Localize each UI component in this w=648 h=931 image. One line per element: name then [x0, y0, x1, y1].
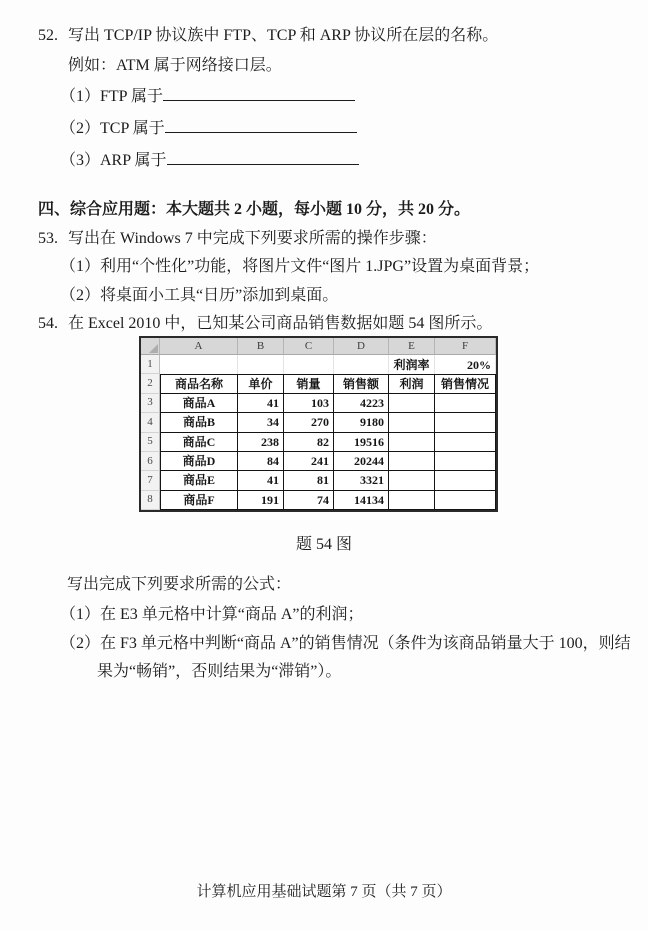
spreadsheet-cell-F4: [435, 413, 496, 432]
spreadsheet-cell-C4: 270: [284, 413, 334, 432]
spreadsheet-cell-E4: [389, 413, 435, 432]
section-heading: 四、综合应用题：本大题共 2 小题，每小题 10 分，共 20 分。: [38, 201, 471, 218]
spreadsheet-cell-F7: [435, 471, 496, 490]
spreadsheet-cell-E5: [389, 433, 435, 452]
spreadsheet-cell-A6: 商品D: [160, 452, 238, 471]
spreadsheet-cell-F5: [435, 433, 496, 452]
row-header-1: 1: [141, 355, 160, 374]
q54-task-2-line1: （2）在 F3 单元格中判断“商品 A”的销售情况（条件为该商品销量大于 100，则结: [60, 635, 631, 652]
spreadsheet-cell-C3: 103: [284, 394, 334, 413]
spreadsheet-cell-C5: 82: [284, 433, 334, 452]
q53-step-2: （2）将桌面小工具“日历”添加到桌面。: [60, 287, 339, 304]
spreadsheet-cell-B7: 41: [238, 471, 284, 490]
spreadsheet-cell-D3: 4223: [334, 394, 389, 413]
q54-tasks-intro: 写出完成下列要求所需的公式：: [67, 576, 292, 593]
spreadsheet-cell-A2: 商品名称: [160, 374, 238, 393]
spreadsheet-cell-B2: 单价: [238, 374, 284, 393]
q52-example: 例如：ATM 属于网络接口层。: [68, 57, 282, 74]
spreadsheet-cell-E8: [389, 491, 435, 510]
column-header-A: A: [160, 338, 238, 355]
spreadsheet-cell-B3: 41: [238, 394, 284, 413]
spreadsheet-cell-E1: 利润率: [389, 355, 435, 374]
column-header-F: F: [435, 338, 496, 355]
spreadsheet-cell-E7: [389, 471, 435, 490]
q52-blank-2: [60, 115, 357, 138]
spreadsheet-cell-C8: 74: [284, 491, 334, 510]
spreadsheet-cell-B5: 238: [238, 433, 284, 452]
spreadsheet-cell-B4: 34: [238, 413, 284, 432]
spreadsheet-cell-E6: [389, 452, 435, 471]
select-all-triangle-icon: [149, 344, 158, 353]
column-header-B: B: [238, 338, 284, 355]
q52-blank-2-label: （2）TCP 属于: [60, 120, 165, 137]
spreadsheet-cell-A5: 商品C: [160, 433, 238, 452]
q54-task-1: （1）在 E3 单元格中计算“商品 A”的利润；: [60, 606, 364, 623]
q52-blank-3: [60, 147, 359, 170]
spreadsheet-cell-F8: [435, 491, 496, 510]
q52-stem-line: [38, 22, 498, 45]
spreadsheet-cell-E2: 利润: [389, 374, 435, 393]
q52-blank-1: [60, 83, 355, 106]
q54-number: 54.: [38, 315, 58, 332]
spreadsheet-cell-D4: 9180: [334, 413, 389, 432]
spreadsheet-cell-D7: 3321: [334, 471, 389, 490]
spreadsheet-grid: [141, 338, 496, 510]
row-header-7: 7: [141, 471, 160, 490]
spreadsheet-cell-A3: 商品A: [160, 394, 238, 413]
q52-blank-3-label: （3）ARP 属于: [60, 152, 167, 169]
q52-stem: 写出 TCP/IP 协议族中 FTP、TCP 和 ARP 协议所在层的名称。: [68, 27, 499, 44]
q53-step-1: （1）利用“个性化”功能，将图片文件“图片 1.JPG”设置为桌面背景；: [60, 258, 540, 275]
spreadsheet-cell-F6: [435, 452, 496, 471]
spreadsheet-cell-E3: [389, 394, 435, 413]
q52-blank-1-label: （1）FTP 属于: [60, 88, 163, 105]
q54-stem: 在 Excel 2010 中，已知某公司商品销售数据如题 54 图所示。: [68, 315, 493, 332]
spreadsheet-cell-C1: [284, 355, 334, 374]
spreadsheet-cell-D5: 19516: [334, 433, 389, 452]
spreadsheet-cell-D6: 20244: [334, 452, 389, 471]
spreadsheet-cell-C7: 81: [284, 471, 334, 490]
row-header-5: 5: [141, 433, 160, 452]
spreadsheet-cell-C6: 241: [284, 452, 334, 471]
spreadsheet-cell-D8: 14134: [334, 491, 389, 510]
row-header-6: 6: [141, 452, 160, 471]
column-header-D: D: [334, 338, 389, 355]
q53-stem: 写出在 Windows 7 中完成下列要求所需的操作步骤：: [68, 230, 437, 247]
figure-caption: 题 54 图: [295, 536, 352, 553]
spreadsheet-cell-A7: 商品E: [160, 471, 238, 490]
q53-number: 53.: [38, 230, 58, 247]
column-header-E: E: [389, 338, 435, 355]
q54-task-2-line2: 果为“畅销”，否则结果为“滞销”）。: [97, 663, 342, 680]
spreadsheet-cell-B6: 84: [238, 452, 284, 471]
row-header-3: 3: [141, 394, 160, 413]
spreadsheet-cell-F3: [435, 394, 496, 413]
spreadsheet-cell-A4: 商品B: [160, 413, 238, 432]
answer-blank-line: [165, 118, 357, 133]
spreadsheet-cell-B1: [238, 355, 284, 374]
answer-blank-line: [163, 86, 355, 101]
spreadsheet-cell-D1: [334, 355, 389, 374]
spreadsheet-cell-C2: 销量: [284, 374, 334, 393]
spreadsheet-cell-D2: 销售额: [334, 374, 389, 393]
page-footer: 计算机应用基础试题第 7 页（共 7 页）: [196, 884, 452, 900]
row-header-4: 4: [141, 413, 160, 432]
row-header-8: 8: [141, 491, 160, 510]
answer-blank-line: [167, 150, 359, 165]
spreadsheet-cell-B8: 191: [238, 491, 284, 510]
spreadsheet-cell-A1: [160, 355, 238, 374]
q52-number: 52.: [38, 27, 58, 44]
q53-stem-line: [38, 225, 437, 248]
spreadsheet-cell-A8: 商品F: [160, 491, 238, 510]
row-header-2: 2: [141, 374, 160, 393]
excel-screenshot: [139, 336, 498, 512]
column-header-C: C: [284, 338, 334, 355]
select-all-corner: [141, 338, 160, 355]
spreadsheet-cell-F2: 销售情况: [435, 374, 496, 393]
spreadsheet-cell-F1: 20%: [435, 355, 496, 374]
q54-stem-line: [38, 310, 492, 333]
